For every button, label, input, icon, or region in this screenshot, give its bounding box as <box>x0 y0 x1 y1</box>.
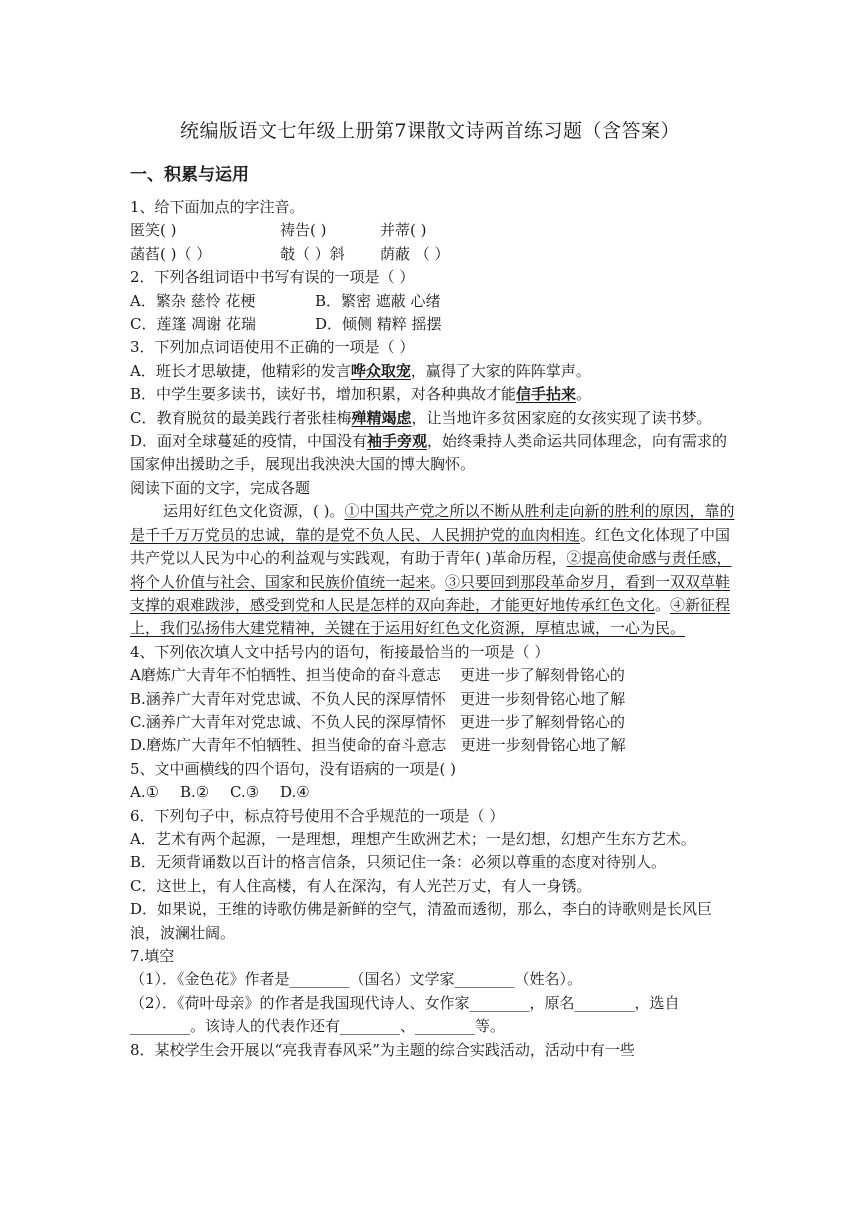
q4-option-d <box>130 734 735 757</box>
dotted-word: 信手拈来 <box>516 385 577 404</box>
text: ，让当地许多贫困家庭的女孩实现了读书梦。 <box>411 408 712 427</box>
text: B．中学生要多读书，读好书，增加积累，对各种典故才能 <box>130 385 517 404</box>
q2-option-c: C．莲篷 凋谢 花瑞 <box>130 315 257 334</box>
q2-option-b: B．繁密 遮蔽 心绪 <box>315 291 441 310</box>
q6-option-a: A．艺术有两个起源，一是理想，理想产生欧洲艺术；一是幻想，幻想产生东方艺术。 <box>130 829 696 848</box>
q7-line-2: （2）．《荷叶母亲》的作者是我国现代诗人、女作家________，原名________，选自________。该诗人的代表作还有________、________等。 <box>130 993 680 1036</box>
q5-option: C.③ <box>230 783 260 802</box>
q4-option-c <box>130 711 735 734</box>
q1-item: 祷告( ) <box>280 221 327 240</box>
q4-stem: 4、下列依次填人文中括号内的语句，衔接最恰当的一项是（ ） <box>130 642 550 661</box>
text: 更进一步刻骨铭心地了解 <box>460 736 626 755</box>
reading-intro: 阅读下面的文字，完成各题 <box>130 478 311 497</box>
reading-passage <box>130 500 735 640</box>
dotted-word: 殚精竭虑 <box>351 408 412 427</box>
text: 更进一步刻骨铭心地了解 <box>460 689 626 708</box>
text: A．班长才思敏捷，他精彩的发言 <box>130 361 351 380</box>
section-heading: 一、积累与运用 <box>130 165 249 185</box>
q7-stem: 7.填空 <box>130 947 175 965</box>
q1-item: 匿笑( ) <box>130 221 177 240</box>
q1-item: 并蒂( ) <box>380 221 427 240</box>
underlined-sentence-4: ④新征程上，我们弘扬伟大建党精神，关键在于运用好红色文化资源，厚植忠诚，一心为民。 <box>130 595 731 638</box>
q6-stem: 6．下列句子中，标点符号使用不合乎规范的一项是（ ） <box>130 806 505 825</box>
underlined-sentence-3: ③只要回到那段革命岁月，看到一双双草鞋支撑的艰难跋涉，感受到党和人民是怎样的双向奔赴，才能更好地传承红色文化 <box>130 572 731 614</box>
q6-option-c: C．这世上，有人住高楼，有人在深沟，有人光芒万丈，有人一身锈。 <box>130 876 592 895</box>
text: C.涵养广大青年对党忠诚、不负人民的深厚情怀 <box>130 712 446 731</box>
q5-options <box>130 781 735 804</box>
underlined-sentence-2: ②提高使命感与责任感，将个人价值与社会、国家和民族价值统一起来 <box>130 549 732 591</box>
q7-line-1: （1）．《金色花》作者是________（国名）文学家________（姓名）。 <box>130 970 583 989</box>
text: D.磨炼广大青年不怕牺牲、担当使命的奋斗意志 <box>130 736 447 755</box>
q2-option-d: D．倾侧 精粹 摇摆 <box>315 315 442 334</box>
q2-row <box>130 290 735 313</box>
q1-item: 攲（ ）斜 <box>280 244 345 263</box>
text: A磨炼广大青年不怕牺牲、担当使命的奋斗意志 <box>130 666 441 685</box>
q5-option: D.④ <box>280 783 310 802</box>
text: 。 <box>430 572 446 591</box>
text: ，赢得了大家的阵阵掌声。 <box>410 361 591 380</box>
q4-option-b <box>130 688 735 711</box>
q2-row <box>130 313 735 336</box>
q1-item: 荫蔽 （ ） <box>380 244 450 263</box>
text: ，始终秉持人类命运共同体理念，向有需求的国家伸出援助之手，展现出我泱泱大国的博大胸怀。 <box>130 432 728 474</box>
text: C．教育脱贫的最美践行者张桂梅 <box>130 408 352 427</box>
underlined-sentence-1: ①中国共产党之所以不断从胜利走向新的胜利的原因，靠的是千千万万党员的忠诚，靠的是党不负人民、人民拥护党的血肉相连 <box>130 502 735 544</box>
page-title: 统编版语文七年级上册第7课散文诗两首练习题（含答案） <box>179 120 681 142</box>
q5-option: A.① <box>130 783 160 802</box>
q1-stem: 1、给下面加点的字注音。 <box>130 198 305 216</box>
dotted-word: 袖手旁观 <box>367 432 428 451</box>
text: 。 <box>655 595 671 614</box>
q1-row2 <box>130 243 735 266</box>
text: 。红色文化体现了中国共产党以人民为中心的利益观与实践观，有助于青年( )革命历程， <box>130 525 731 568</box>
q3-stem: 3．下列加点词语使用不正确的一项是（ ） <box>130 338 415 357</box>
document-body <box>130 196 735 1062</box>
q3-option-c <box>130 407 735 430</box>
text: 更进一步了解刻骨铭心的 <box>460 712 626 731</box>
q6-option-d: D．如果说，王维的诗歌仿佛是新鲜的空气，清盈而透彻，那么，李白的诗歌则是长风巨浪，波澜壮阔。 <box>130 900 713 942</box>
q1-item: 菡萏( )（ ） <box>130 244 212 263</box>
text: 运用好红色文化资源，( )。 <box>163 502 345 521</box>
text: D．面对全球蔓延的疫情，中国没有 <box>130 432 368 451</box>
q3-option-d <box>130 430 735 477</box>
q1-row1 <box>130 219 735 242</box>
text: 更进一步了解刻骨铭心的 <box>459 666 625 685</box>
q8-stem: 8．某校学生会开展以“亮我青春风采”为主题的综合实践活动，活动中有一些 <box>130 1040 635 1059</box>
dotted-word: 哗众取宠 <box>350 361 411 380</box>
q3-option-a <box>130 360 735 383</box>
q5-option: B.② <box>180 783 210 802</box>
q3-option-b <box>130 383 735 406</box>
q6-option-b: B．无须背诵数以百计的格言信条，只须记住一条：必须以尊重的态度对待别人。 <box>130 853 667 872</box>
q2-stem: 2．下列各组词语中书写有误的一项是（ ） <box>130 268 415 287</box>
q2-option-a: A．繁杂 慈怜 花梗 <box>130 291 256 310</box>
text: B.涵养广大青年对党忠诚、不负人民的深厚情怀 <box>130 689 446 708</box>
q4-option-a <box>130 664 735 687</box>
q5-stem: 5、文中画横线的四个语句，没有语病的一项是( ) <box>130 759 457 778</box>
text: 。 <box>576 385 592 404</box>
